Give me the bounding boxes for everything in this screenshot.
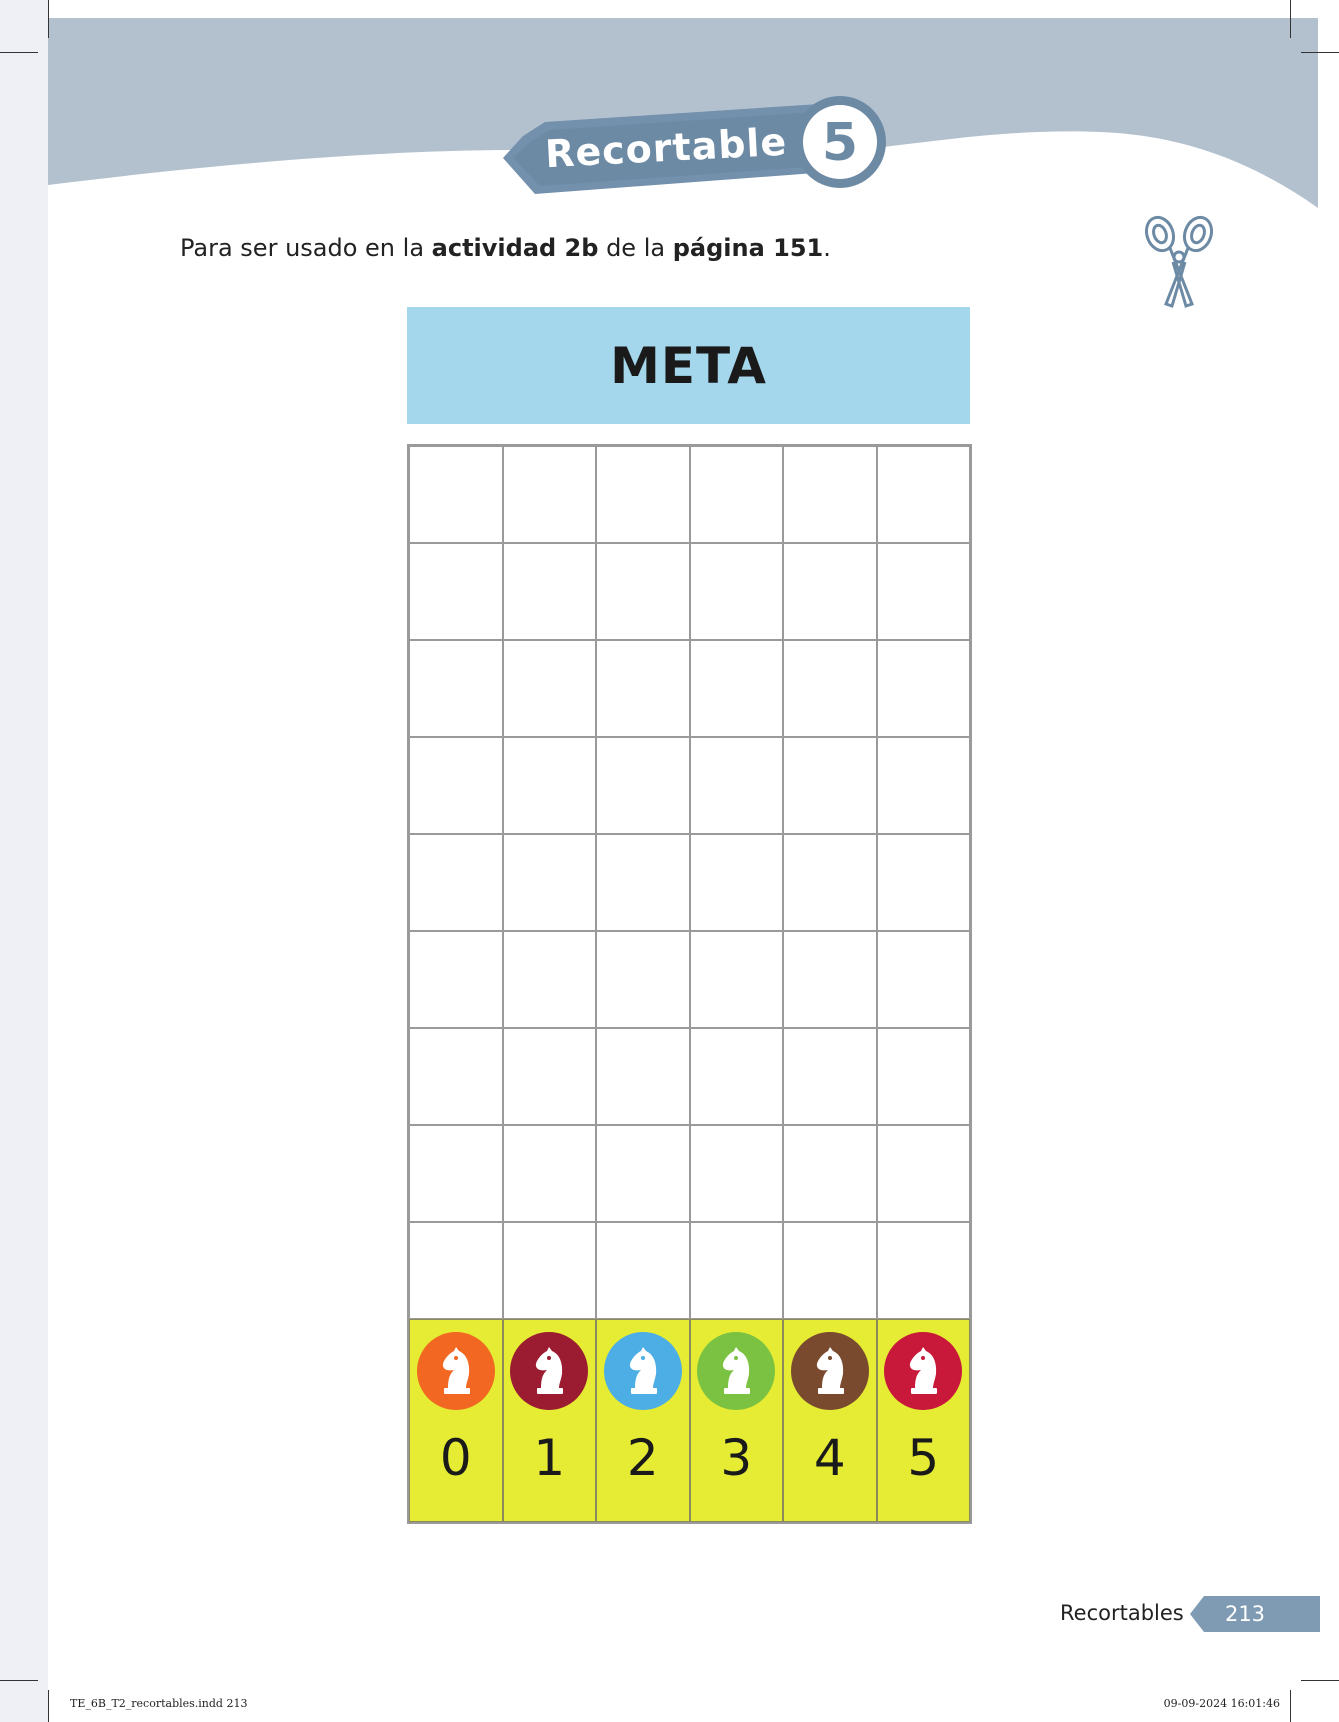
board-cell <box>877 931 971 1028</box>
chess-knight-icon <box>434 1344 478 1398</box>
left-margin-strip <box>0 0 48 1722</box>
instruction-suffix: . <box>823 234 831 262</box>
board-cell <box>596 640 690 737</box>
board-cell <box>783 1222 877 1319</box>
board-cell <box>690 1222 784 1319</box>
print-slug-file: TE_6B_T2_recortables.indd 213 <box>70 1697 248 1710</box>
board-cell <box>409 737 503 834</box>
crop-mark <box>1301 52 1339 53</box>
crop-mark <box>1290 0 1291 38</box>
start-cell-5 <box>877 1319 971 1522</box>
knight-token <box>510 1332 588 1410</box>
board-cell <box>596 737 690 834</box>
activity-reference: actividad 2b <box>431 234 599 262</box>
board-cell <box>690 931 784 1028</box>
board-cell <box>409 640 503 737</box>
board-cell <box>690 1125 784 1222</box>
board-cell <box>690 834 784 931</box>
meta-title: META <box>407 307 970 424</box>
board-cell <box>783 640 877 737</box>
board-cell <box>503 834 597 931</box>
column-number: 0 <box>439 1429 472 1487</box>
board-cell <box>409 1125 503 1222</box>
board-cell <box>690 737 784 834</box>
board-cell <box>877 1125 971 1222</box>
board-cell <box>503 1222 597 1319</box>
board-cell <box>596 1125 690 1222</box>
board-cell <box>503 543 597 640</box>
crop-mark <box>0 52 38 53</box>
board-cell <box>877 1222 971 1319</box>
column-number: 4 <box>813 1429 846 1487</box>
scissors-icon <box>1140 212 1220 312</box>
crop-mark <box>48 0 49 38</box>
board-cell <box>783 737 877 834</box>
start-cell-0 <box>409 1319 503 1522</box>
crop-mark <box>1301 1680 1339 1681</box>
board-cell <box>877 543 971 640</box>
board-cell <box>783 834 877 931</box>
board-cell <box>503 1028 597 1125</box>
board-cell <box>596 543 690 640</box>
instruction-text <box>180 228 1000 268</box>
board-cell <box>877 446 971 543</box>
board-cell <box>690 543 784 640</box>
board-cell <box>409 1028 503 1125</box>
board-cell <box>877 640 971 737</box>
board-cell <box>783 543 877 640</box>
board-cell <box>503 931 597 1028</box>
start-cell-3 <box>690 1319 784 1522</box>
chess-knight-icon <box>808 1344 852 1398</box>
column-number: 3 <box>720 1429 753 1487</box>
badge-number: 5 <box>821 113 859 173</box>
knight-token <box>884 1332 962 1410</box>
chess-knight-icon <box>714 1344 758 1398</box>
knight-token <box>604 1332 682 1410</box>
board-cell <box>596 834 690 931</box>
column-number: 2 <box>626 1429 659 1487</box>
chess-knight-icon <box>901 1344 945 1398</box>
board-cell <box>409 834 503 931</box>
knight-token <box>417 1332 495 1410</box>
board-cell <box>596 1028 690 1125</box>
board-cell <box>503 446 597 543</box>
knight-token <box>791 1332 869 1410</box>
print-slug-timestamp: 09-09-2024 16:01:46 <box>1163 1697 1280 1710</box>
board-cell <box>877 834 971 931</box>
board-cell <box>690 446 784 543</box>
footer-section-label: Recortables <box>1060 1601 1184 1625</box>
page-reference: página 151 <box>672 234 824 262</box>
board-cell <box>409 446 503 543</box>
instruction-middle: de la <box>598 234 673 262</box>
instruction-prefix: Para ser usado en la <box>180 234 432 262</box>
board-cell <box>596 931 690 1028</box>
board-cell <box>877 737 971 834</box>
crop-mark <box>0 1680 38 1681</box>
board-cell <box>409 1222 503 1319</box>
chess-knight-icon <box>527 1344 571 1398</box>
race-board <box>407 444 972 1524</box>
board-cell <box>877 1028 971 1125</box>
crop-mark <box>48 1690 49 1722</box>
board-cell <box>783 1125 877 1222</box>
board-cell <box>596 1222 690 1319</box>
board-cell <box>690 1028 784 1125</box>
column-number: 5 <box>907 1429 940 1487</box>
board-cell <box>596 446 690 543</box>
crop-mark <box>1290 1690 1291 1722</box>
board-cell <box>783 931 877 1028</box>
knight-token <box>697 1332 775 1410</box>
board-cell <box>409 543 503 640</box>
board-cell <box>783 1028 877 1125</box>
board-cell <box>690 640 784 737</box>
start-cell-2 <box>596 1319 690 1522</box>
board-cell <box>503 737 597 834</box>
chess-knight-icon <box>621 1344 665 1398</box>
badge-label: Recortable <box>544 119 789 177</box>
board-cell <box>783 446 877 543</box>
board-cell <box>503 1125 597 1222</box>
board-cell <box>409 931 503 1028</box>
start-cell-4 <box>783 1319 877 1522</box>
start-cell-1 <box>503 1319 597 1522</box>
page-number: 213 <box>1224 1602 1266 1626</box>
column-number: 1 <box>533 1429 566 1487</box>
board-cell <box>503 640 597 737</box>
